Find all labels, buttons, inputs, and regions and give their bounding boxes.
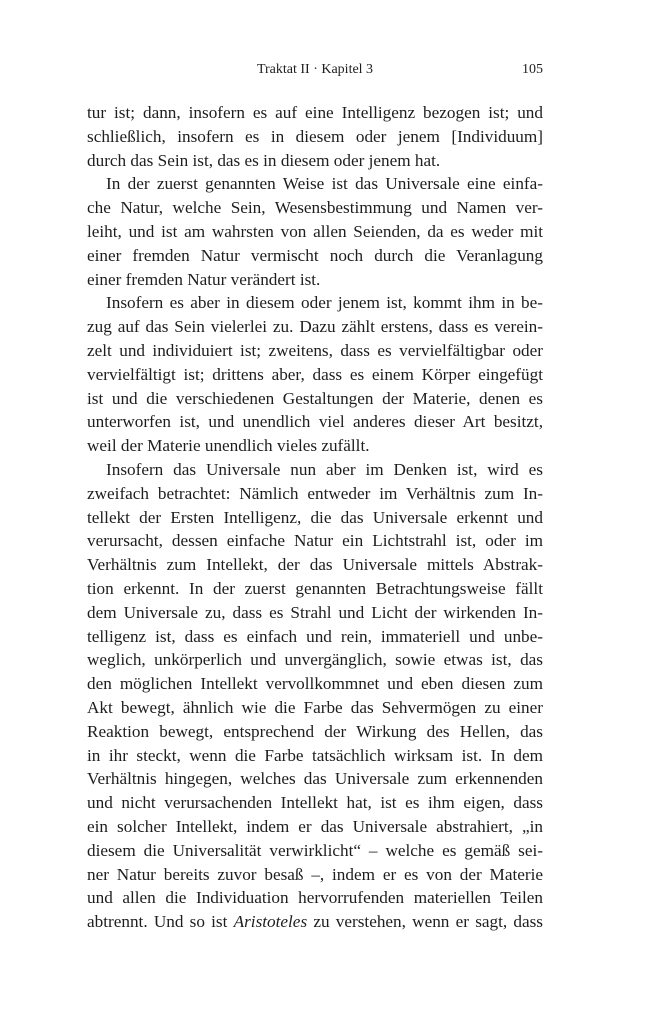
italic-name: Aristoteles <box>233 912 308 932</box>
running-title: Traktat II · Kapitel 3 <box>256 62 374 77</box>
text-line: ein solcher Intellekt, indem er das Universale abstrahiert, „in <box>87 816 543 836</box>
text-line: und nicht verursachenden Intellekt hat, ist es ihm eigen, dass <box>87 793 543 813</box>
text-line: Akt bewegt, ähnlich wie die Farbe das Sehvermögen zu einer <box>87 697 543 717</box>
text-line: zug auf das Sein vielerlei zu. Dazu zählt erstens, dass es verein- <box>87 317 543 337</box>
text-line: In der zuerst genannten Weise ist das Universale eine einfa- <box>106 174 543 194</box>
text-line: tellekt der Ersten Intelligenz, die das Universale erkennt und <box>87 507 543 527</box>
text-line: Insofern das Universale nun aber im Denken ist, wird es <box>106 459 543 479</box>
body-text <box>87 101 543 934</box>
text-line: ner Natur bereits zuvor besaß –, indem er es von der Materie <box>87 864 543 884</box>
text-line: zweifach betrachtet: Nämlich entweder im Verhältnis zum In- <box>87 483 543 503</box>
text-line: in ihr steckt, wenn die Farbe tatsächlich wirksam ist. In dem <box>87 745 543 765</box>
text-line: einer fremden Natur verändert ist. <box>87 269 321 289</box>
text-line: dem Universale zu, dass es Strahl und Licht der wirkenden In- <box>87 602 543 622</box>
page-number: 105 <box>522 62 543 77</box>
text-line: den möglichen Intellekt vervollkommnet und eben diesen zum <box>87 674 543 694</box>
running-header <box>87 62 543 82</box>
text-line: diesem die Universalität verwirklicht“ – welche es gemäß sei- <box>87 840 543 860</box>
text-line: Reaktion bewegt, entsprechend der Wirkung des Hellen, das <box>87 721 543 741</box>
text-line: weil der Materie unendlich vieles zufällt. <box>87 436 370 456</box>
text-line: weglich, unkörperlich und unvergänglich, sowie etwas ist, das <box>87 650 543 670</box>
text-line: tion erkennt. In der zuerst genannten Betrachtungsweise fällt <box>87 578 543 598</box>
text-line: zelt und individuiert ist; zweitens, dass es vervielfältigbar oder <box>87 340 543 360</box>
text-line: schließlich, insofern es in diesem oder jenem [Individuum] <box>87 126 543 146</box>
text-line: vervielfältigt ist; drittens aber, dass es einem Körper eingefügt <box>87 364 543 384</box>
text-line: Verhältnis hingegen, welches das Universale zum erkennenden <box>87 769 543 789</box>
text-line: und allen die Individuation hervorrufenden materiellen Teilen <box>87 888 543 908</box>
text-line: che Natur, welche Sein, Wesensbestimmung und Namen ver- <box>87 198 543 218</box>
text-line: telligenz ist, dass es einfach und rein, immateriell und unbe- <box>87 626 543 646</box>
text-line: Insofern es aber in diesem oder jenem ist, kommt ihm in be- <box>106 293 543 313</box>
text-segment: zu verstehen, wenn er sagt, dass <box>307 912 543 932</box>
text-segment: abtrennt. Und so ist <box>87 912 234 932</box>
text-line: unterworfen ist, und unendlich viel anderes dieser Art besitzt, <box>87 412 543 432</box>
text-line: verursacht, dessen einfache Natur ein Lichtstrahl ist, oder im <box>87 531 543 551</box>
text-line: einer fremden Natur vermischt noch durch die Veranlagung <box>87 245 543 265</box>
text-line: ist und die verschiedenen Gestaltungen der Materie, denen es <box>87 388 543 408</box>
text-line: durch das Sein ist, das es in diesem oder jenem hat. <box>87 150 441 170</box>
text-line <box>87 910 543 934</box>
text-line: tur ist; dann, insofern es auf eine Intelligenz bezogen ist; und <box>87 103 543 122</box>
text-line: leiht, und ist am wahrsten von allen Seienden, da es weder mit <box>87 221 543 241</box>
text-line: Verhältnis zum Intellekt, der das Universale mittels Abstrak- <box>87 555 543 575</box>
